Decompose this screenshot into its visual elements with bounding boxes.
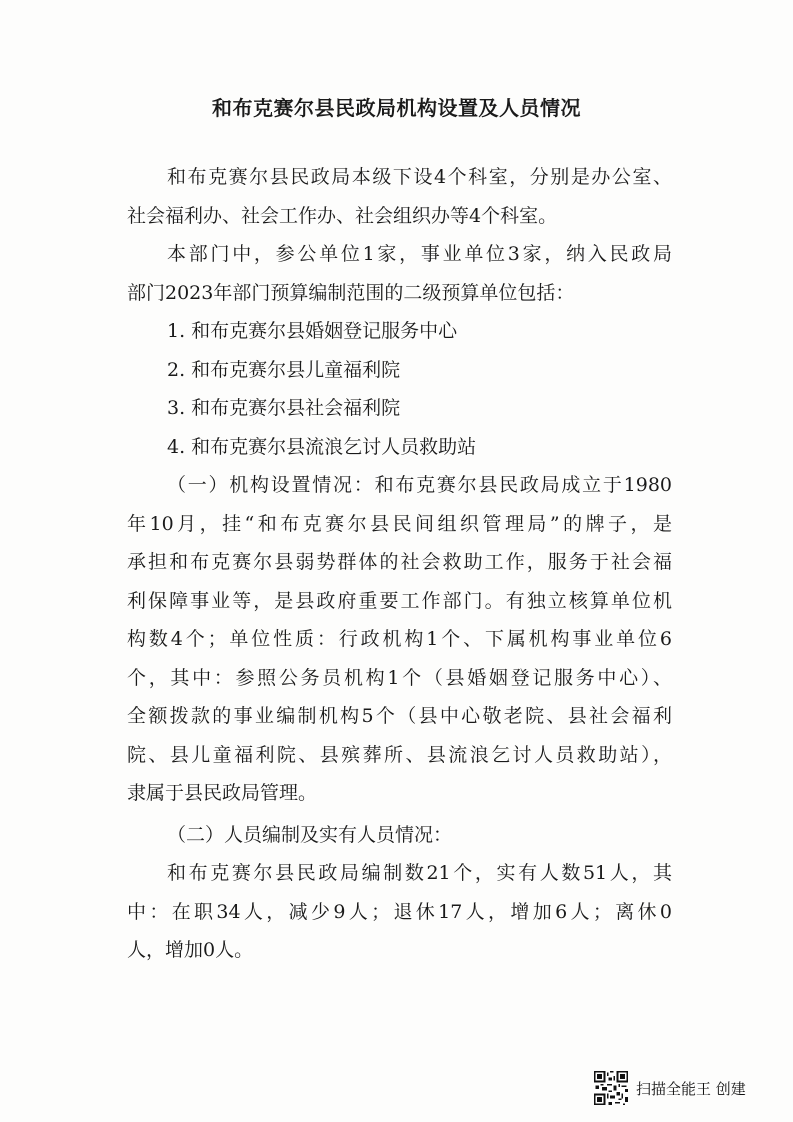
paragraph-line: 个，其中：参照公务员机构1个（县婚姻登记服务中心）、 [127, 666, 672, 689]
list-item: 2. 和布克赛尔县儿童福利院 [167, 358, 401, 381]
qr-code-icon [594, 1071, 628, 1105]
paragraph-line: 利保障事业等，是县政府重要工作部门。有独立核算单位机 [127, 589, 672, 612]
list-item: 3. 和布克赛尔县社会福利院 [167, 397, 401, 419]
paragraph-line: 承担和布克赛尔县弱势群体的社会救助工作，服务于社会福 [127, 551, 672, 573]
paragraph-line: 中：在职34人，减少9人；退休17人，增加6人；离休0 [127, 900, 672, 923]
paragraph-line: 年10月，挂“和布克赛尔县民间组织管理局”的牌子，是 [127, 512, 672, 535]
document-body [127, 158, 672, 970]
paragraph-line: 和布克赛尔县民政局编制数21个，实有人数51人，其 [167, 862, 672, 884]
paragraph-line: 隶属于县民政局管理。 [127, 782, 318, 804]
section-heading: （二）人员编制及实有人员情况： [167, 823, 453, 846]
scanner-watermark [594, 1071, 746, 1105]
paragraph-line: 人，增加0人。 [127, 939, 254, 961]
list-item: 1. 和布克赛尔县婚姻登记服务中心 [167, 320, 458, 342]
paragraph-line: （一）机构设置情况：和布克赛尔县民政局成立于1980 [167, 474, 672, 496]
paragraph-line: 本部门中，参公单位1家，事业单位3家，纳入民政局 [167, 243, 672, 265]
scanner-label: 扫描全能王 创建 [636, 1079, 746, 1098]
paragraph-line: 和布克赛尔县民政局本级下设4个科室，分别是办公室、 [167, 166, 672, 188]
paragraph-line: 全额拨款的事业编制机构5个（县中心敬老院、县社会福利 [127, 705, 672, 727]
paragraph-line: 部门2023年部门预算编制范围的二级预算单位包括： [127, 281, 575, 304]
paragraph-line: 院、县儿童福利院、县殡葬所、县流浪乞讨人员救助站）， [127, 743, 672, 766]
paragraph-line: 构数4个；单位性质：行政机构1个、下属机构事业单位6 [127, 628, 672, 650]
document-title: 和布克赛尔县民政局机构设置及人员情况 [212, 96, 581, 120]
paragraph-line: 社会福利办、社会工作办、社会组织办等4个科室。 [127, 204, 558, 227]
list-item: 4. 和布克赛尔县流浪乞讨人员救助站 [167, 435, 477, 458]
